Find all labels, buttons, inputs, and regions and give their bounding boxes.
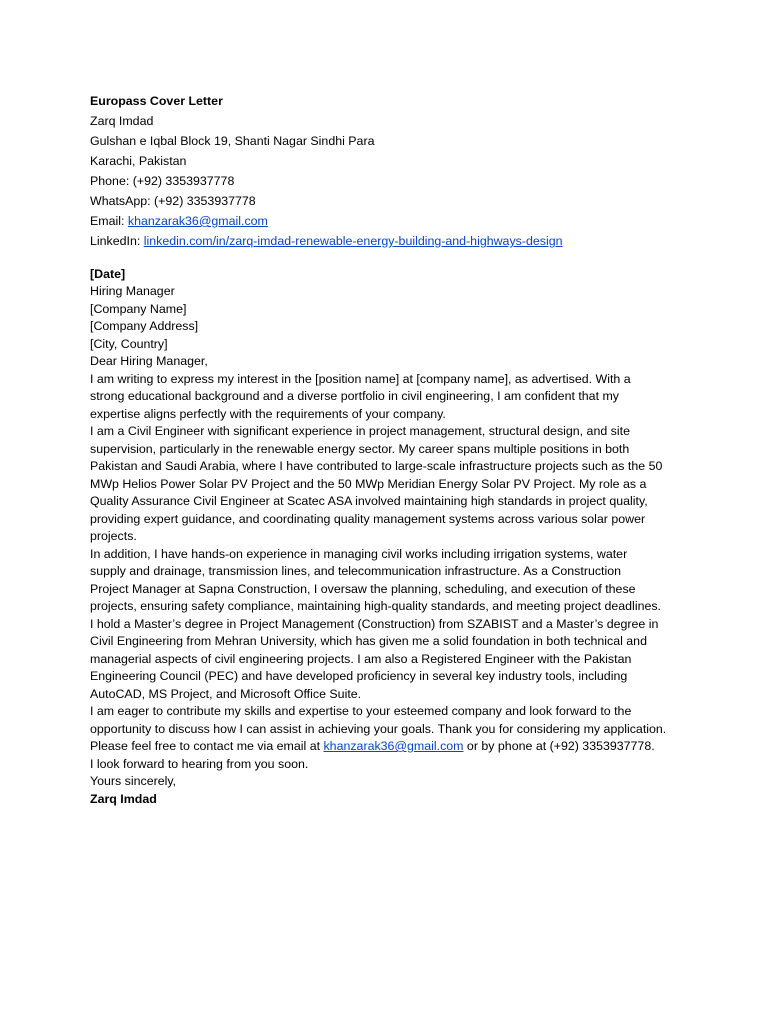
body-line: In addition, I have hands-on experience in managing civil works including irrigation systems, water	[90, 546, 628, 561]
recipient-company: [Company Name]	[90, 301, 187, 316]
contact-line	[90, 738, 655, 755]
body-line: I am a Civil Engineer with significant experience in project management, structural design, and site	[90, 424, 630, 438]
body-line: AutoCAD, MS Project, and Microsoft Office Suite.	[90, 686, 362, 701]
body-line: MWp Helios Power Solar PV Project and the 50 MWp Meridian Energy Solar PV Project. My role as a	[90, 476, 647, 491]
contact-suffix: or by phone at (+92) 3353937778.	[463, 739, 655, 753]
sender-email-row	[90, 213, 268, 230]
sender-name: Zarq Imdad	[90, 114, 154, 128]
body-line: projects, ensuring safety compliance, maintaining high-quality standards, and meeting project deadlines.	[90, 599, 661, 613]
closing-line: I look forward to hearing from you soon.	[90, 756, 309, 771]
body-line: I am writing to express my interest in the [position name] at [company name], as advertised. With a	[90, 371, 631, 386]
linkedin-label: LinkedIn:	[90, 234, 144, 248]
sender-address-line2: Karachi, Pakistan	[90, 154, 187, 168]
body-line: supervision, particularly in the renewable energy sector. My career spans multiple positions in both	[90, 441, 630, 456]
letter-title: Europass Cover Letter	[90, 94, 223, 108]
email-label: Email:	[90, 214, 128, 228]
sender-phone: Phone: (+92) 3353937778	[90, 174, 235, 188]
recipient-address: [Company Address]	[90, 319, 199, 333]
linkedin-link[interactable]: linkedin.com/in/zarq-imdad-renewable-energy-building-and-highways-design	[143, 234, 563, 248]
signature-name: Zarq Imdad	[90, 791, 157, 806]
body-line: expertise aligns perfectly with the requirements of your company.	[90, 406, 446, 421]
body-line: managerial aspects of civil engineering projects. I am also a Registered Engineer with the Pakistan	[90, 651, 632, 666]
recipient-city: [City, Country]	[90, 336, 168, 351]
body-line: Civil Engineering from Mehran University, which has given me a solid foundation in both technical and	[90, 634, 647, 648]
sender-address-line1: Gulshan e Iqbal Block 19, Shanti Nagar Sindhi Para	[90, 134, 375, 148]
body-line: I am eager to contribute my skills and expertise to your esteemed company and look forward to the	[90, 704, 632, 718]
signoff: Yours sincerely,	[90, 774, 177, 788]
body-line: opportunity to discuss how I can assist in achieving your goals. Thank you for considering my application.	[90, 721, 667, 736]
body-line: supply and drainage, transmission lines, and telecommunication infrastructure. As a Construction	[90, 564, 622, 578]
contact-prefix: Please feel free to contact me via email at	[90, 739, 324, 753]
salutation: Dear Hiring Manager,	[90, 354, 208, 368]
body-line: Engineering Council (PEC) and have developed proficiency in several key industry tools, including	[90, 669, 628, 683]
email-link[interactable]: khanzarak36@gmail.com	[127, 214, 268, 228]
body-line: Pakistan and Saudi Arabia, where I have contributed to large-scale infrastructure projects such as the 50	[90, 459, 663, 473]
body-line: Project Manager at Sapna Construction, I oversaw the planning, scheduling, and execution of these	[90, 581, 636, 596]
contact-email-link[interactable]: khanzarak36@gmail.com	[323, 739, 464, 753]
sender-whatsapp: WhatsApp: (+92) 3353937778	[90, 194, 256, 208]
sender-linkedin-row	[90, 233, 562, 250]
body-line: providing expert guidance, and coordinating quality management systems across various solar power	[90, 511, 646, 526]
body-line: I hold a Master’s degree in Project Management (Construction) from SZABIST and a Master’s degree in	[90, 616, 659, 631]
letter-date: [Date]	[90, 267, 126, 281]
body-line: projects.	[90, 529, 137, 543]
body-line: Quality Assurance Civil Engineer at Scatec ASA involved maintaining high standards in project quality,	[90, 494, 648, 508]
body-line: strong educational background and a diverse portfolio in civil engineering, I am confident that my	[90, 389, 619, 403]
recipient-title: Hiring Manager	[90, 284, 175, 298]
